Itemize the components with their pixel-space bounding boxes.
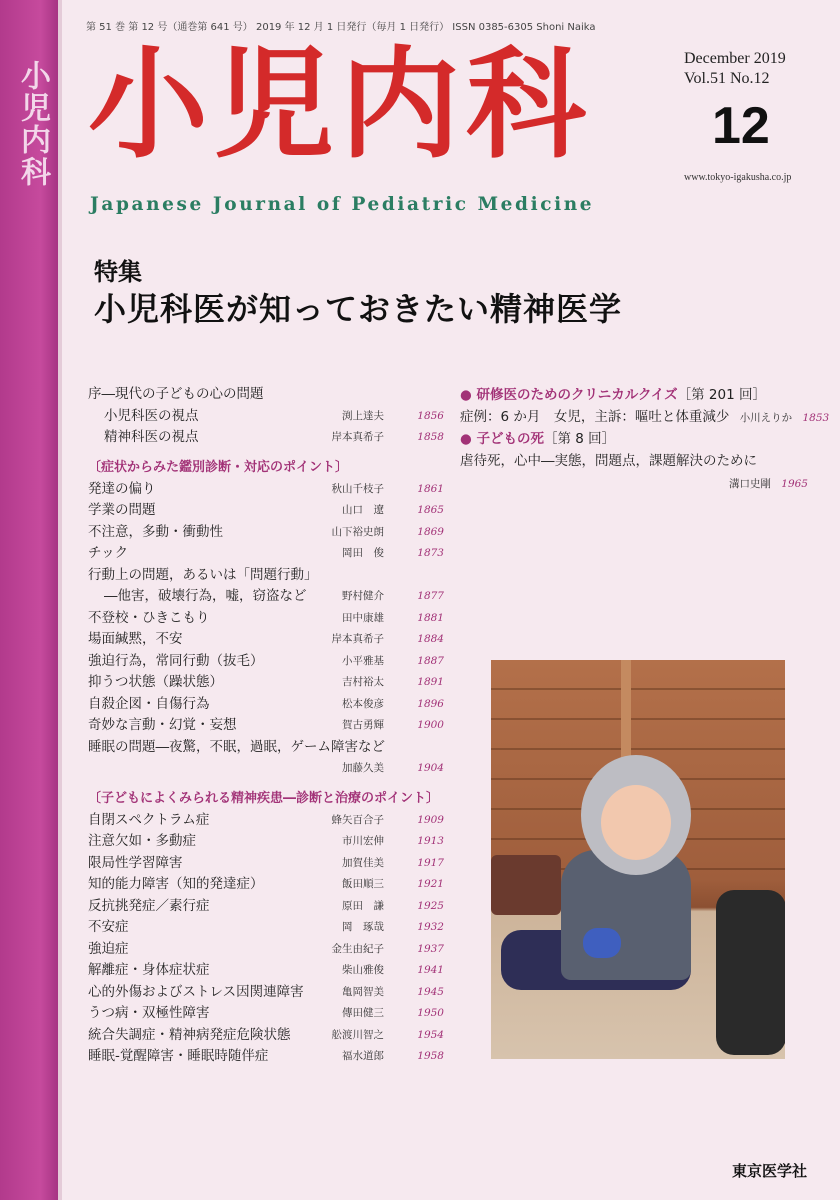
toc-row [88, 608, 444, 630]
toc-item-page: 1917 [417, 856, 444, 869]
wall-plank [491, 748, 785, 750]
toc-section-heading: 〔子どもによくみられる精神疾患―診断と治療のポイント〕 [88, 790, 440, 806]
floor-clutter [491, 855, 561, 915]
toc-item-page: 1900 [417, 719, 444, 731]
toc-row [88, 874, 444, 896]
toc-item-page: 1873 [417, 547, 444, 559]
quiz-title: 研修医のためのクリニカルクイズ [476, 387, 678, 403]
toc-row [88, 543, 444, 565]
issue-line: 第 51 巻 第 12 号（通巻第 641 号） 2019 年 12 月 1 日発行（毎月 1 日発行） ISSN 0385-6305 Shoni Naika [86, 22, 596, 33]
death-text: 虐待死，心中―実態，問題点，課題解決のために [460, 453, 757, 469]
spine [0, 0, 58, 1200]
toc-item-page: 1904 [417, 762, 444, 774]
death-author: 溝口史剛 [728, 478, 771, 490]
toc-item-page: 1869 [417, 525, 444, 538]
toc-item-title: ―他害，破壊行為，嘘，窃盗など [104, 588, 307, 604]
toc-row [88, 694, 444, 716]
toc-item-author: 亀岡智美 [342, 985, 384, 998]
toc-section-heading: 〔症状からみた鑑別診断・対応のポイント〕 [88, 459, 349, 475]
toc-item-page: 1856 [417, 409, 444, 422]
toc-row [88, 427, 444, 449]
toc-item-author: 福水道郎 [342, 1050, 384, 1062]
publisher-url: www.tokyo-igakusha.co.jp [684, 172, 792, 183]
volume-number: Vol.51 No.12 [684, 70, 770, 87]
feature-label: 特集 [94, 258, 142, 286]
spine-edge [58, 0, 62, 1200]
toc-item-page: 1921 [417, 878, 444, 890]
toc-item-author: 岡田 俊 [342, 547, 384, 559]
toc-item-page: 1945 [417, 985, 444, 998]
toc-item-author: 吉村裕太 [342, 676, 384, 688]
toc-item-page: 1861 [417, 482, 444, 495]
toc-item-page: 1958 [417, 1050, 444, 1062]
toc-item-author: 飯田順三 [342, 878, 384, 890]
toc-row [88, 982, 444, 1004]
toc-row [88, 522, 444, 544]
toc-row [88, 479, 444, 501]
toc-item-page: 1909 [417, 813, 444, 826]
spine-title: 小児内科 [15, 60, 50, 188]
toc-item-author: 岸本真希子 [331, 633, 384, 645]
quiz-page: 1853 [802, 412, 830, 424]
death-title: 子どもの死 [476, 431, 544, 447]
toc-item-author: 賀古勇輝 [342, 719, 384, 731]
toc-row [88, 384, 444, 406]
toc-item-title: 不安症 [88, 919, 129, 935]
toc-item-author: 柴山雅俊 [342, 964, 384, 976]
toc-item-title: 場面緘黙，不安 [88, 631, 183, 647]
wall-plank [491, 688, 785, 690]
toc-item-page: 1954 [417, 1028, 444, 1041]
death-byline [460, 472, 810, 494]
toc-item-title: 自閉スペクトラム症 [88, 811, 210, 828]
quiz-author: 小川えりか [739, 412, 793, 424]
death-page: 1965 [781, 478, 808, 490]
toc-item-title: 学業の問題 [88, 502, 156, 518]
toc-item-title: 強迫症 [88, 940, 129, 957]
toc-item-title: 解離症・身体症状症 [88, 962, 210, 978]
quiz-text: 症例：6 か月 女児，主訴：嘔吐と体重減少 [460, 409, 730, 425]
toc-item-author: 山下裕史朗 [331, 525, 384, 538]
toc-row [88, 853, 444, 875]
backpack [716, 890, 785, 1055]
journal-title: 小児内科 [88, 36, 592, 175]
toc-item-author: 舩渡川智之 [331, 1028, 384, 1041]
toc-row [88, 406, 444, 428]
toc-item-title: 不注意，多動・衝動性 [88, 523, 223, 540]
toc-item-page: 1950 [417, 1007, 444, 1019]
child-face [601, 785, 671, 860]
toc-item-title: 抑うつ状態（躁状態） [88, 674, 223, 690]
toc-row [88, 565, 444, 587]
toc-item-page: 1865 [417, 504, 444, 516]
toc-item-title: 注意欠如・多動症 [88, 833, 196, 849]
toc-item-title: 不登校・ひきこもり [88, 609, 210, 626]
toc-item-author: 野村健介 [342, 590, 384, 602]
toc-row [88, 586, 444, 608]
toc-item-page: 1896 [417, 697, 444, 710]
toc-item-author: 金生由紀子 [331, 942, 384, 955]
toc-row [88, 1046, 444, 1068]
toc-item-author: 傳田健三 [342, 1007, 384, 1019]
bullet-icon: ● [460, 431, 472, 447]
table-of-contents [88, 384, 444, 1068]
toc-item-title: 統合失調症・精神病発症危険状態 [88, 1026, 291, 1043]
bottle [583, 928, 621, 958]
toc-item-author: 蜂矢百合子 [331, 813, 384, 826]
bullet-icon: ● [460, 387, 472, 403]
toc-item-title: 心的外傷およびストレス因関連障害 [88, 983, 304, 1000]
toc-item-author: 岸本真希子 [331, 431, 384, 443]
toc-item-author: 小平雅基 [342, 654, 384, 667]
toc-item-title: 睡眠-覚醒障害・睡眠時随伴症 [88, 1048, 269, 1064]
toc-item-title: 奇妙な言動・幻覚・妄想 [88, 717, 237, 733]
toc-row [88, 672, 444, 694]
toc-item-author: 原田 謙 [342, 899, 384, 912]
toc-item-title: 限局性学習障害 [88, 854, 183, 871]
toc-row [88, 831, 444, 853]
issue-date: December 2019 [684, 50, 786, 67]
toc-row [88, 651, 444, 673]
toc-item-title: 反抗挑発症／素行症 [88, 897, 210, 914]
column-list [460, 384, 830, 494]
toc-item-author: 岡 琢哉 [342, 921, 384, 933]
toc-row [88, 1025, 444, 1047]
toc-row [88, 960, 444, 982]
death-heading [460, 428, 810, 450]
toc-row [88, 896, 444, 918]
toc-row [88, 1003, 444, 1025]
toc-item-page: 1932 [417, 921, 444, 933]
toc-item-author: 渕上達夫 [342, 409, 384, 422]
toc-item-author: 加藤久美 [342, 762, 384, 774]
toc-row [88, 737, 444, 759]
feature-title: 小児科医が知っておきたい精神医学 [94, 290, 623, 328]
toc-item-title: 行動上の問題，あるいは「問題行動」 [88, 566, 318, 583]
toc-item-page: 1884 [417, 633, 444, 645]
toc-item-title: 発達の偏り [88, 480, 156, 497]
toc-item-author: 市川宏伸 [342, 835, 384, 847]
toc-item-page: 1913 [417, 835, 444, 847]
toc-intro-title: 序―現代の子どもの心の問題 [88, 386, 264, 402]
toc-item-page: 1941 [417, 964, 444, 976]
toc-item-author: 秋山千枝子 [331, 482, 384, 495]
wall-plank [491, 718, 785, 720]
toc-item-page: 1925 [417, 899, 444, 912]
toc-item-page: 1881 [417, 611, 444, 624]
death-series: ［第 8 回］ [543, 431, 616, 447]
toc-item-page: 1891 [417, 676, 444, 688]
toc-row [88, 917, 444, 939]
toc-item-author: 山口 遼 [342, 504, 384, 516]
toc-row [88, 758, 444, 780]
toc-item-title: 自殺企図・自傷行為 [88, 695, 210, 712]
toc-row [88, 810, 444, 832]
toc-item-title: 強迫行為，常同行動（抜毛） [88, 652, 264, 669]
toc-item-author: 田中康雄 [342, 611, 384, 624]
quiz-entry [460, 406, 830, 428]
toc-item-author: 加賀佳美 [342, 856, 384, 869]
toc-row [88, 939, 444, 961]
issue-number: 12 [712, 97, 770, 155]
toc-item-page: 1937 [417, 942, 444, 955]
toc-row [88, 715, 444, 737]
journal-subtitle: Japanese Journal of Pediatric Medicine [90, 194, 595, 215]
toc-item-title: 精神科医の視点 [104, 429, 199, 445]
toc-row [88, 500, 444, 522]
quiz-heading [460, 384, 810, 406]
toc-item-title: 睡眠の問題―夜驚，不眠，過眠，ゲーム障害など [88, 738, 385, 755]
publisher-name: 東京医学社 [732, 1162, 808, 1180]
toc-item-page: 1858 [417, 431, 444, 443]
toc-item-title: うつ病・双極性障害 [88, 1005, 210, 1021]
toc-item-page: 1887 [417, 654, 444, 667]
toc-item-title: チック [88, 545, 129, 561]
toc-row [88, 629, 444, 651]
toc-item-author: 松本俊彦 [342, 697, 384, 710]
toc-item-page: 1877 [417, 590, 444, 602]
toc-item-title: 小児科医の視点 [104, 407, 199, 424]
toc-item-title: 知的能力障害（知的発達症） [88, 876, 264, 892]
quiz-series: ［第 201 回］ [677, 387, 766, 403]
cover-photo [491, 660, 785, 1059]
death-entry [460, 450, 810, 472]
